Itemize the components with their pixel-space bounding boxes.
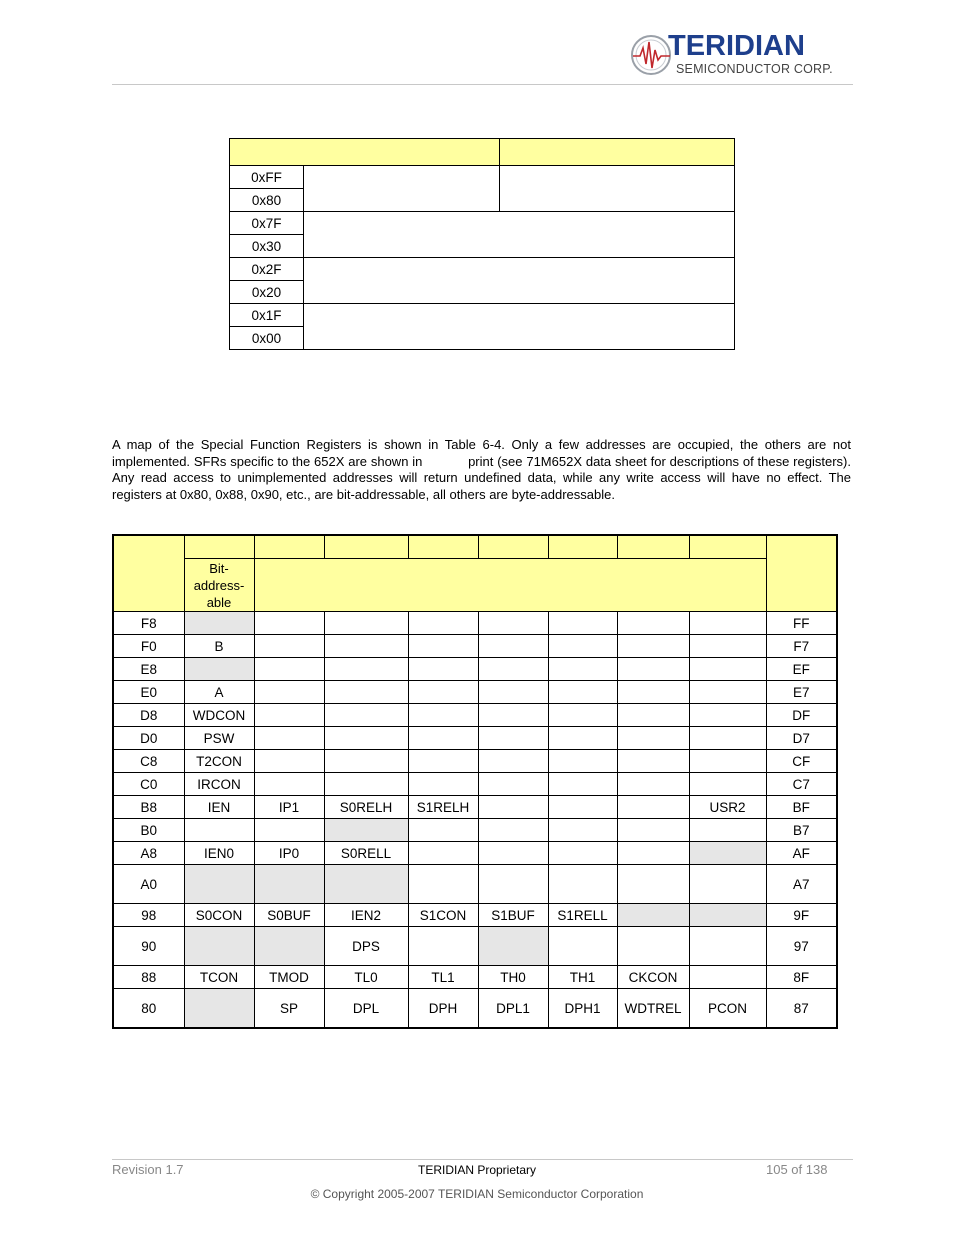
register-cell: IEN0 — [184, 842, 254, 865]
register-cell: TH1 — [548, 966, 617, 989]
register-cell — [408, 773, 478, 796]
logo-name: TERIDIAN — [668, 30, 805, 62]
address-cell: 0x80 — [230, 189, 304, 212]
register-cell: IEN — [184, 796, 254, 819]
register-cell — [408, 635, 478, 658]
register-cell — [324, 704, 408, 727]
region-cell — [304, 304, 735, 350]
register-cell — [478, 681, 548, 704]
table-row — [113, 796, 837, 819]
register-cell — [184, 865, 254, 904]
register-cell — [689, 704, 766, 727]
register-cell: IRCON — [184, 773, 254, 796]
register-cell: S1RELL — [548, 904, 617, 927]
row-end-address-cell: 87 — [766, 989, 837, 1029]
register-cell — [254, 704, 324, 727]
row-address-cell: A0 — [113, 865, 184, 904]
register-cell — [324, 612, 408, 635]
row-address-cell: E8 — [113, 658, 184, 681]
register-cell — [254, 727, 324, 750]
address-cell: 0x30 — [230, 235, 304, 258]
header-cell — [324, 535, 408, 559]
copyright-notice: © Copyright 2005-2007 TERIDIAN Semiconductor Corporation — [310, 1187, 644, 1201]
header-cell — [408, 535, 478, 559]
revision-label: Revision 1.7 — [112, 1162, 184, 1177]
header-cell — [689, 535, 766, 559]
register-cell — [617, 704, 689, 727]
table-row — [230, 212, 735, 235]
address-cell: 0x20 — [230, 281, 304, 304]
region-cell — [304, 212, 735, 258]
register-cell — [548, 658, 617, 681]
body-paragraph — [112, 437, 851, 503]
row-end-address-cell: 8F — [766, 966, 837, 989]
register-cell: IP0 — [254, 842, 324, 865]
register-cell — [548, 865, 617, 904]
header-cell — [254, 535, 324, 559]
row-end-address-cell: A7 — [766, 865, 837, 904]
row-end-address-cell: CF — [766, 750, 837, 773]
register-cell — [254, 773, 324, 796]
register-cell — [689, 927, 766, 966]
register-cell — [617, 842, 689, 865]
register-cell — [254, 927, 324, 966]
register-cell: TH0 — [478, 966, 548, 989]
register-cell — [617, 635, 689, 658]
row-address-cell: F8 — [113, 612, 184, 635]
table-row — [113, 635, 837, 658]
table-row — [113, 612, 837, 635]
register-cell: DPH1 — [548, 989, 617, 1029]
register-cell: A — [184, 681, 254, 704]
register-cell: PSW — [184, 727, 254, 750]
register-cell: S0CON — [184, 904, 254, 927]
register-cell — [478, 796, 548, 819]
register-cell — [408, 727, 478, 750]
register-cell: TL0 — [324, 966, 408, 989]
register-cell — [478, 819, 548, 842]
register-cell: IEN2 — [324, 904, 408, 927]
register-cell — [324, 681, 408, 704]
header-cell — [617, 535, 689, 559]
address-cell: 0x7F — [230, 212, 304, 235]
register-cell — [324, 819, 408, 842]
row-address-cell: 90 — [113, 927, 184, 966]
register-cell: DPS — [324, 927, 408, 966]
register-cell — [548, 842, 617, 865]
table-header-row — [230, 139, 735, 166]
register-cell — [408, 658, 478, 681]
register-cell — [617, 681, 689, 704]
address-cell: 0x1F — [230, 304, 304, 327]
register-cell — [548, 927, 617, 966]
register-cell: PCON — [689, 989, 766, 1029]
register-cell — [254, 612, 324, 635]
row-address-cell: E0 — [113, 681, 184, 704]
register-cell — [548, 796, 617, 819]
register-cell — [548, 750, 617, 773]
register-cell — [324, 635, 408, 658]
register-cell: DPL — [324, 989, 408, 1029]
row-address-cell: D8 — [113, 704, 184, 727]
bit-addressable-label: Bit- address- able — [184, 559, 254, 612]
register-cell — [548, 635, 617, 658]
register-cell — [254, 635, 324, 658]
register-cell — [548, 612, 617, 635]
table-row — [230, 304, 735, 327]
paragraph-text-2: print (see 71M652X data sheet for descriptions of these registers). Any read access to unimplemented addresses will return undefined data, while any write access will have no effect. The registers at 0x80, 0x88, 0x90, etc., are bit-addressable, all others are byte-addressable. — [112, 453, 851, 502]
row-address-cell: D0 — [113, 727, 184, 750]
table-row — [113, 904, 837, 927]
register-cell: S1RELH — [408, 796, 478, 819]
region-cell — [304, 166, 500, 212]
address-cell: 0x00 — [230, 327, 304, 350]
register-cell — [324, 727, 408, 750]
register-cell — [254, 681, 324, 704]
header-cell — [478, 535, 548, 559]
register-cell — [184, 658, 254, 681]
paragraph-text-1: A map of the Special Function Registers is shown in Table 6-4. Only a few addresses are occupied, the others are not implemented. SFRs specific to the 652X are shown in — [112, 437, 851, 469]
row-address-cell: A8 — [113, 842, 184, 865]
register-cell — [617, 750, 689, 773]
header-rule — [112, 84, 853, 85]
register-cell — [689, 865, 766, 904]
table-row — [113, 727, 837, 750]
row-end-address-cell: 9F — [766, 904, 837, 927]
register-cell — [478, 927, 548, 966]
register-cell: CKCON — [617, 966, 689, 989]
register-cell: DPH — [408, 989, 478, 1029]
register-cell: WDCON — [184, 704, 254, 727]
address-cell: 0x2F — [230, 258, 304, 281]
register-cell — [689, 727, 766, 750]
register-cell — [408, 750, 478, 773]
register-cell — [689, 819, 766, 842]
register-cell — [548, 727, 617, 750]
row-end-address-cell: B7 — [766, 819, 837, 842]
table-row — [113, 681, 837, 704]
register-cell — [617, 773, 689, 796]
row-end-address-cell: C7 — [766, 773, 837, 796]
footer-rule — [112, 1159, 853, 1160]
row-end-address-cell: E7 — [766, 681, 837, 704]
row-address-cell: B0 — [113, 819, 184, 842]
register-cell: S1CON — [408, 904, 478, 927]
register-cell — [617, 612, 689, 635]
memory-map-table — [229, 138, 735, 350]
register-cell — [617, 865, 689, 904]
register-cell: USR2 — [689, 796, 766, 819]
table-row — [230, 258, 735, 281]
register-cell: S0BUF — [254, 904, 324, 927]
register-cell — [548, 773, 617, 796]
table-row — [113, 750, 837, 773]
logo-subtitle: SEMICONDUCTOR CORP. — [676, 62, 833, 76]
register-cell: TL1 — [408, 966, 478, 989]
sfr-subheader-row — [113, 559, 837, 612]
register-cell — [617, 796, 689, 819]
row-address-cell: 88 — [113, 966, 184, 989]
register-cell: WDTREL — [617, 989, 689, 1029]
register-cell — [689, 773, 766, 796]
table-row — [113, 658, 837, 681]
row-address-cell: F0 — [113, 635, 184, 658]
table-row — [230, 166, 735, 189]
row-end-address-cell: DF — [766, 704, 837, 727]
register-cell — [478, 658, 548, 681]
register-cell: S0RELL — [324, 842, 408, 865]
page-number: 105 of 138 — [766, 1162, 828, 1177]
register-cell — [408, 865, 478, 904]
row-address-cell: C8 — [113, 750, 184, 773]
header-cell — [766, 535, 837, 612]
table-row — [113, 927, 837, 966]
register-cell: B — [184, 635, 254, 658]
register-cell — [254, 658, 324, 681]
region-cell — [304, 258, 735, 304]
row-end-address-cell: F7 — [766, 635, 837, 658]
register-cell — [617, 927, 689, 966]
header-cell — [184, 535, 254, 559]
register-cell — [689, 681, 766, 704]
register-cell — [617, 819, 689, 842]
register-cell: SP — [254, 989, 324, 1029]
register-cell: S0RELH — [324, 796, 408, 819]
row-end-address-cell: BF — [766, 796, 837, 819]
row-address-cell: B8 — [113, 796, 184, 819]
logo-globe-icon — [630, 34, 672, 76]
register-cell — [408, 927, 478, 966]
register-cell — [408, 704, 478, 727]
table-row — [113, 865, 837, 904]
register-cell — [548, 704, 617, 727]
register-cell — [408, 612, 478, 635]
table-row — [113, 819, 837, 842]
register-cell — [689, 904, 766, 927]
table-row — [113, 966, 837, 989]
proprietary-label: TERIDIAN Proprietary — [417, 1163, 537, 1177]
sfr-header-row — [113, 535, 837, 559]
register-cell — [408, 681, 478, 704]
row-end-address-cell: 97 — [766, 927, 837, 966]
table-row — [113, 773, 837, 796]
register-cell — [408, 842, 478, 865]
register-cell — [478, 727, 548, 750]
register-cell — [254, 750, 324, 773]
register-cell: TMOD — [254, 966, 324, 989]
register-cell — [184, 927, 254, 966]
register-cell — [478, 773, 548, 796]
register-cell — [184, 612, 254, 635]
register-cell — [689, 612, 766, 635]
row-end-address-cell: EF — [766, 658, 837, 681]
register-cell — [254, 865, 324, 904]
register-cell — [689, 658, 766, 681]
header-cell — [230, 139, 500, 166]
sfr-map-table — [112, 534, 838, 1029]
register-cell — [478, 635, 548, 658]
register-cell: DPL1 — [478, 989, 548, 1029]
row-address-cell: 98 — [113, 904, 184, 927]
register-cell — [478, 750, 548, 773]
row-end-address-cell: AF — [766, 842, 837, 865]
register-cell — [478, 704, 548, 727]
register-cell — [689, 635, 766, 658]
register-cell — [324, 773, 408, 796]
address-cell: 0xFF — [230, 166, 304, 189]
table-row — [113, 842, 837, 865]
row-end-address-cell: FF — [766, 612, 837, 635]
register-cell — [324, 865, 408, 904]
register-cell — [548, 819, 617, 842]
row-address-cell: 80 — [113, 989, 184, 1029]
register-cell — [548, 681, 617, 704]
header-cell — [113, 535, 184, 612]
header-cell — [500, 139, 735, 166]
register-cell — [617, 658, 689, 681]
header-cell — [254, 559, 766, 612]
register-cell — [689, 842, 766, 865]
register-cell — [689, 750, 766, 773]
region-cell — [500, 166, 735, 212]
register-cell — [254, 819, 324, 842]
header-cell — [548, 535, 617, 559]
register-cell — [478, 842, 548, 865]
register-cell: TCON — [184, 966, 254, 989]
register-cell: S1BUF — [478, 904, 548, 927]
row-address-cell: C0 — [113, 773, 184, 796]
register-cell — [478, 612, 548, 635]
register-cell: T2CON — [184, 750, 254, 773]
register-cell — [184, 989, 254, 1029]
table-row — [113, 704, 837, 727]
register-cell — [324, 750, 408, 773]
register-cell — [408, 819, 478, 842]
register-cell — [324, 658, 408, 681]
row-end-address-cell: D7 — [766, 727, 837, 750]
table-row — [113, 989, 837, 1029]
register-cell — [689, 966, 766, 989]
register-cell — [617, 727, 689, 750]
register-cell: IP1 — [254, 796, 324, 819]
register-cell — [184, 819, 254, 842]
register-cell — [478, 865, 548, 904]
register-cell — [617, 904, 689, 927]
